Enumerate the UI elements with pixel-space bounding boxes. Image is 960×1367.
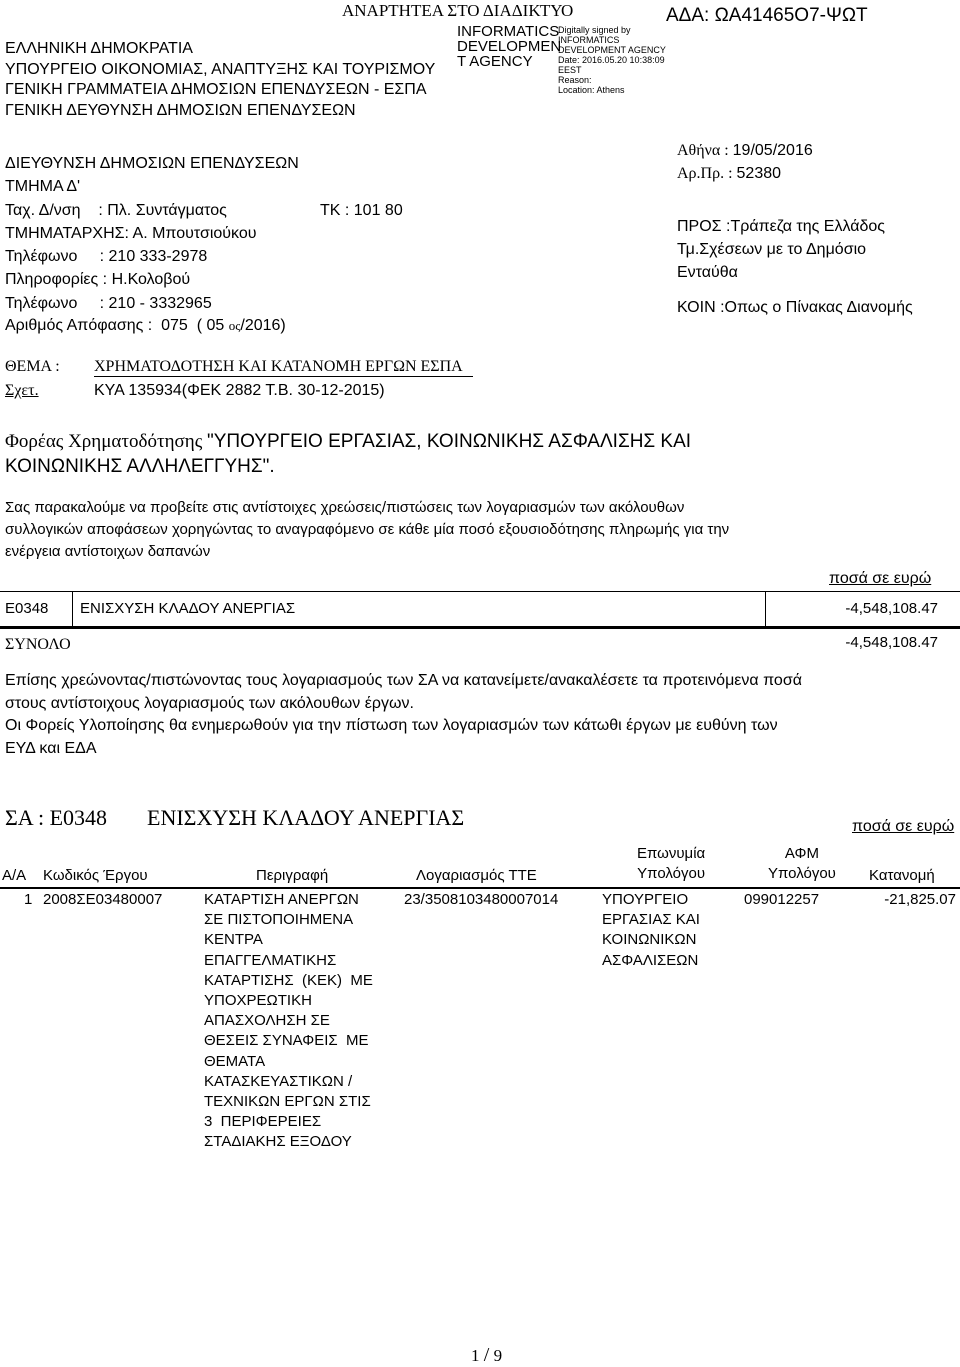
funder-line: Φορέας Χρηματοδότησης "ΥΠΟΥΡΓΕΙΟ ΕΡΓΑΣΙΑΣ, ΚΟΙΝΩΝΙΚΗΣ ΑΣΦΑΛΙΣΗΣ ΚΑΙ — [5, 431, 692, 452]
ada-code: ΑΔΑ: ΩΑ41465Ο7-ΨΩΤ — [666, 5, 868, 26]
copy-to: ΚΟΙΝ :Οπως ο Πίνακας Διανομής — [677, 299, 913, 316]
total-label: ΣΥΝΟΛΟ — [5, 636, 71, 653]
protocol-line: Αρ.Πρ. : 52380 — [677, 165, 782, 182]
org-line: ΕΛΛΗΝΙΚΗ ΔΗΜΟΚΡΑΤΙΑ — [5, 40, 193, 57]
org-line: ΥΠΟΥΡΓΕΙΟ ΟΙΚΟΝΟΜΙΑΣ, ΑΝΑΠΤΥΞΗΣ ΚΑΙ ΤΟΥΡΙΣΜΟΥ — [5, 60, 436, 78]
signer-line: DEVELOPMEN — [457, 38, 562, 55]
recipient-location: Ενταύθα — [677, 264, 738, 281]
signature-line: Location: Athens — [558, 85, 625, 95]
instructions-paragraph: Σας παρακαλούμε να προβείτε στις αντίστοιχες χρεώσεις/πιστώσεις των λογαριασμών των ακόλουθων συλλογικών αποφάσεων χορηγώντας το αναγραφόμενο σε κάθε μία ποσό εξουσιοδότησης πληρωμής για την ενέργεια αντίστοιχων δαπανών — [5, 499, 730, 560]
recipient: ΠΡΟΣ :Τράπεζα της Ελλάδος — [677, 218, 885, 235]
amount-unit-label: ποσά σε ευρώ — [829, 570, 932, 587]
row-allocation: -21,825.07 — [884, 891, 956, 908]
directorate: ΔΙΕΥΘΥΝΣΗ ΔΗΜΟΣΙΩΝ ΕΠΕΝΔΥΣΕΩΝ — [5, 155, 299, 172]
subject-label: ΘΕΜΑ : — [5, 358, 60, 375]
postcode: ΤΚ : 101 80 — [320, 201, 403, 219]
signature-line: INFORMATICS — [558, 35, 620, 45]
table-border — [0, 591, 960, 592]
reference-label: Σχετ. — [5, 382, 39, 399]
row-afm: 099012257 — [744, 891, 820, 908]
recipient-block — [677, 215, 885, 284]
decision-number: Αριθμός Απόφασης : 075 ( 05 ος/2016) — [5, 317, 286, 334]
row-account: 23/3508103480007014 — [404, 891, 559, 908]
header-description: Περιγραφή — [256, 867, 329, 884]
header-allocation: Κατανομή — [869, 867, 935, 884]
summary-name: ΕΝΙΣΧΥΣΗ ΚΛΑΔΟΥ ΑΝΕΡΓΙΑΣ — [80, 600, 296, 617]
publication-notice: ΑΝΑΡΤΗΤΕΑ ΣΤΟ ΔΙΑΔΙΚΤΥΟ — [342, 1, 574, 20]
reference-text: ΚΥΑ 135934(ΦΕΚ 2882 Τ.Β. 30-12-2015) — [94, 382, 385, 399]
funder-line-2: ΚΟΙΝΩΝΙΚΗΣ ΑΛΛΗΛΕΓΓΥΗΣ". — [5, 456, 275, 477]
signature-line: Reason: — [558, 75, 592, 85]
cell-divider — [72, 591, 73, 627]
address: Ταχ. Δ/νση : Πλ. Συντάγματος — [5, 201, 227, 219]
signer-line: INFORMATICS — [457, 23, 560, 40]
org-line: ΓΕΝΙΚΗ ΓΡΑΜΜΑΤΕΙΑ ΔΗΜΟΣΙΩΝ ΕΠΕΝΔΥΣΕΩΝ - ΕΣΠΑ — [5, 81, 427, 98]
sa-amount-unit: ποσά σε ευρώ — [852, 818, 955, 835]
header-account: Λογαριασμός ΤΤΕ — [416, 867, 537, 884]
row-code: 2008ΣΕ03480007 — [43, 891, 163, 908]
page-number: 1 / 9 — [471, 1344, 503, 1366]
header-afm: ΑΦΜ Υπολόγου — [768, 845, 836, 883]
signature-line: Digitally signed by — [558, 25, 631, 35]
date-line: Αθήνα : 19/05/2016 — [677, 142, 813, 159]
header-beneficiary: Επωνυμία Υπολόγου — [637, 845, 706, 883]
summary-code: Ε0348 — [5, 600, 49, 617]
summary-amount: -4,548,108.47 — [845, 600, 938, 617]
signature-details — [558, 25, 666, 95]
contact-person: Πληροφορίες : Η.Κολοβού — [5, 271, 191, 289]
row-beneficiary: ΥΠΟΥΡΓΕΙΟ ΕΡΓΑΣΙΑΣ ΚΑΙ ΚΟΙΝΩΝΙΚΩΝ ΑΣΦΑΛΙΣΕΩΝ — [602, 891, 700, 969]
subject-text: ΧΡΗΜΑΤΟΔΟΤΗΣΗ ΚΑΙ ΚΑΤΑΝΟΜΗ ΕΡΓΩΝ ΕΣΠΑ — [94, 358, 473, 377]
signer-line: T AGENCY — [457, 53, 533, 70]
sa-title: ΕΝΙΣΧΥΣΗ ΚΛΑΔΟΥ ΑΝΕΡΓΙΑΣ — [147, 805, 465, 830]
table-border — [0, 626, 960, 629]
address-line — [5, 199, 403, 222]
sa-code: ΣΑ : Ε0348 — [5, 805, 108, 830]
department: ΤΜΗΜΑ Δ' — [5, 178, 81, 196]
signature-line: DEVELOPMENT AGENCY — [558, 45, 666, 55]
department-head: ΤΜΗΜΑΤΑΡΧΗΣ: Α. Μπουτσιούκου — [5, 224, 257, 242]
phone: Τηλέφωνο : 210 - 3332965 — [5, 294, 212, 312]
cell-divider — [765, 591, 766, 627]
recipient-department: Τμ.Σχέσεων με το Δημόσιο — [677, 241, 867, 258]
header-aa: Α/Α — [2, 867, 27, 884]
phone: Τηλέφωνο : 210 333-2978 — [5, 248, 208, 266]
row-aa: 1 — [24, 891, 33, 908]
sender-organization — [5, 39, 435, 121]
signer-name — [457, 24, 561, 69]
total-amount: -4,548,108.47 — [845, 634, 938, 651]
signature-line: Date: 2016.05.20 10:38:09 — [558, 55, 665, 65]
header-border — [0, 887, 960, 889]
allocation-paragraph: Επίσης χρεώνοντας/πιστώνοντας τους λογαριασμούς των ΣΑ να κατανείμετε/ανακαλέσετε τα προτεινόμενα ποσά στους αντίστοιχους λογαριασμούς των ακόλουθων έργων. Οι Φορείς Υλοποίησης θα ενημερωθούν για την πίστωση των λογαριασμών των κάτωθι έργων με ευθύνη των ΕΥΔ και ΕΔΑ — [5, 672, 802, 757]
sender-details — [5, 152, 403, 315]
signature-line: EEST — [558, 65, 582, 75]
row-description: ΚΑΤΑΡΤΙΣΗ ΑΝΕΡΓΩΝ ΣΕ ΠΙΣΤΟΠΟΙΗΜΕΝΑ ΚΕΝΤΡΑ ΕΠΑΓΓΕΛΜΑΤΙΚΗΣ ΚΑΤΑΡΤΙΣΗΣ (ΚΕΚ) ΜΕ ΥΠΟΧΡΕΩΤΙΚΗ ΑΠΑΣΧΟΛΗΣΗ ΣΕ ΘΕΣΕΙΣ ΣΥΝΑΦΕΙΣ ΜΕ ΘΕΜΑΤΑ ΚΑΤΑΣΚΕΥΑΣΤΙΚΩΝ / ΤΕΧΝΙΚΩΝ ΕΡΓΩΝ ΣΤΙΣ 3 ΠΕΡΙΦΕΡΕΙΕΣ ΣΤΑΔΙΑΚΗΣ ΕΞΟΔΟΥ — [204, 891, 373, 1151]
org-line: ΓΕΝΙΚΗ ΔΕΥΘΥΝΣΗ ΔΗΜΟΣΙΩΝ ΕΠΕΝΔΥΣΕΩΝ — [5, 101, 356, 119]
header-code: Κωδικός Έργου — [43, 867, 148, 884]
